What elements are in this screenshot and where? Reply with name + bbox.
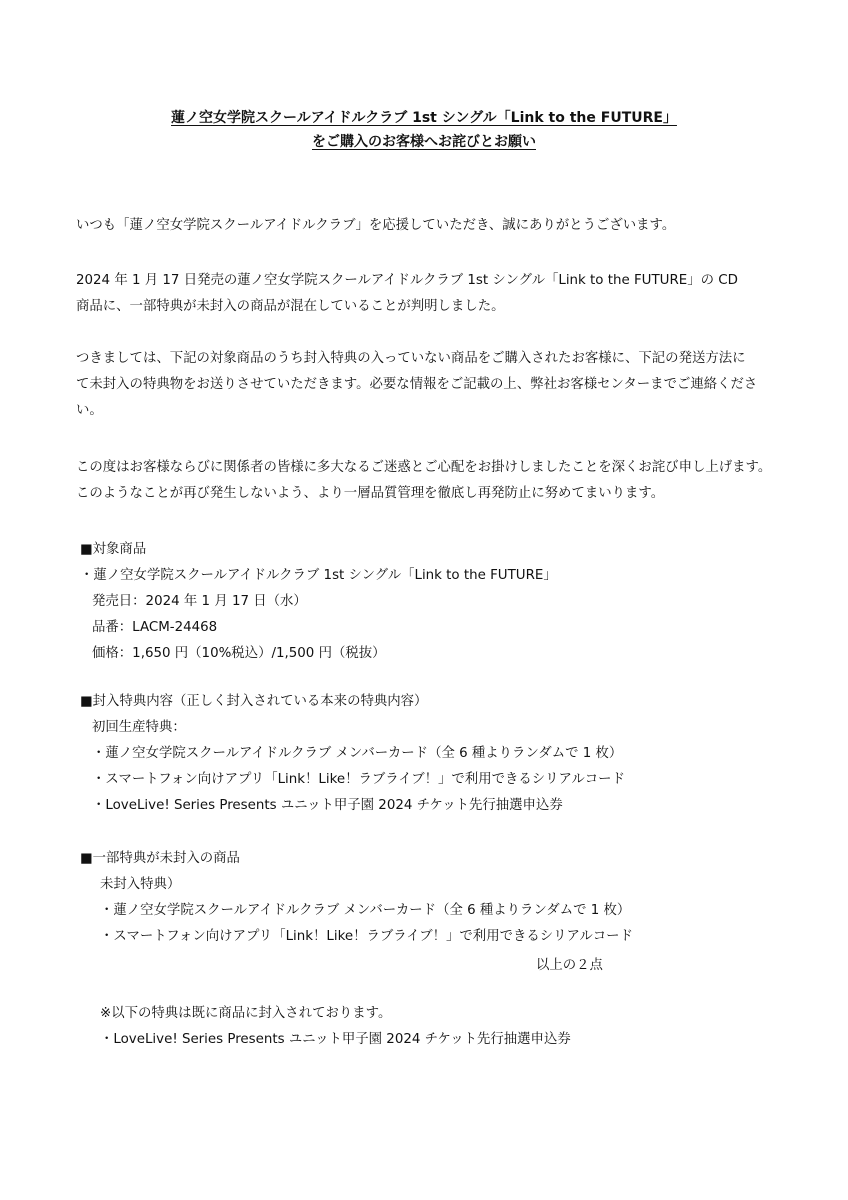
bonus-contents-section <box>80 689 625 819</box>
response-paragraph <box>76 346 776 424</box>
missing-item: ・蓮ノ空女学院スクールアイドルクラブ メンバーカード（全 6 種よりランダムで 1 枚） <box>100 903 631 918</box>
paragraph-line: 2024 年 1 月 17 日発売の蓮ノ空女学院スクールアイドルクラブ 1st シングル「Link to the FUTURE」の CD <box>76 273 738 288</box>
note-text: ※以下の特典は既に商品に封入されております。 <box>100 1006 392 1021</box>
paragraph-line: つきましては、下記の対象商品のうち封入特典の入っていない商品をご購入されたお客様に、下記の発送方法に <box>76 351 746 366</box>
title-line-2-text: をご購入のお客様へお詫びとお願い <box>312 134 536 150</box>
section-subheading: 未封入特典） <box>100 877 181 892</box>
title-line-1-text: 蓮ノ空女学院スクールアイドルクラブ 1st シングル「Link to the FUTURE」 <box>171 110 677 126</box>
paragraph-line: この度はお客様ならびに関係者の皆様に多大なるご迷惑とご心配をお掛けしましたことを深くお詫び申し上げます。 <box>76 460 772 475</box>
paragraph-line: いつも「蓮ノ空女学院スクールアイドルクラブ」を応援していただき、誠にありがとうございます。 <box>76 218 676 233</box>
product-price: 価格：1,650 円（10%税込）/1,500 円（税抜） <box>92 646 386 661</box>
product-code: 品番：LACM-24468 <box>92 620 218 635</box>
paragraph-line: い。 <box>76 403 103 418</box>
target-products-section <box>80 537 557 667</box>
title-line-1 <box>0 106 848 130</box>
apology-paragraph <box>76 455 776 507</box>
section-heading: ■一部特典が未封入の商品 <box>80 851 240 866</box>
section-heading: ■封入特典内容（正しく封入されている本来の特典内容） <box>80 694 428 709</box>
bonus-item: ・LoveLive! Series Presents ユニット甲子園 2024 チケット先行抽選申込券 <box>92 798 563 813</box>
title-line-2 <box>0 130 848 154</box>
missing-item: ・スマートフォン向けアプリ「Link！Like！ラブライブ！」で利用できるシリアルコード <box>100 929 633 944</box>
missing-bonus-section <box>80 846 633 950</box>
bonus-item: ・スマートフォン向けアプリ「Link！Like！ラブライブ！」で利用できるシリアルコード <box>92 772 625 787</box>
bonus-item: ・蓮ノ空女学院スクールアイドルクラブ メンバーカード（全 6 種よりランダムで 1 枚） <box>92 746 623 761</box>
section-subheading: 初回生産特典： <box>92 720 186 735</box>
release-date: 発売日：2024 年 1 月 17 日（水） <box>92 594 307 609</box>
issue-paragraph <box>76 268 776 320</box>
section-heading: ■対象商品 <box>80 542 147 557</box>
paragraph-line: 商品に、一部特典が未封入の商品が混在していることが判明しました。 <box>76 299 505 314</box>
already-included-note <box>80 1001 571 1053</box>
product-name: ・蓮ノ空女学院スクールアイドルクラブ 1st シングル「Link to the FUTURE」 <box>80 568 557 583</box>
note-item: ・LoveLive! Series Presents ユニット甲子園 2024 チケット先行抽選申込券 <box>100 1032 571 1047</box>
paragraph-line: このようなことが再び発生しないよう、より一層品質管理を徹底し再発防止に努めてまいります。 <box>76 486 665 501</box>
missing-count: 以上の２点 <box>536 958 603 973</box>
paragraph-line: て未封入の特典物をお送りさせていただきます。必要な情報をご記載の上、弊社お客様センターまでご連絡くださ <box>76 377 758 392</box>
greeting-paragraph <box>76 213 776 239</box>
